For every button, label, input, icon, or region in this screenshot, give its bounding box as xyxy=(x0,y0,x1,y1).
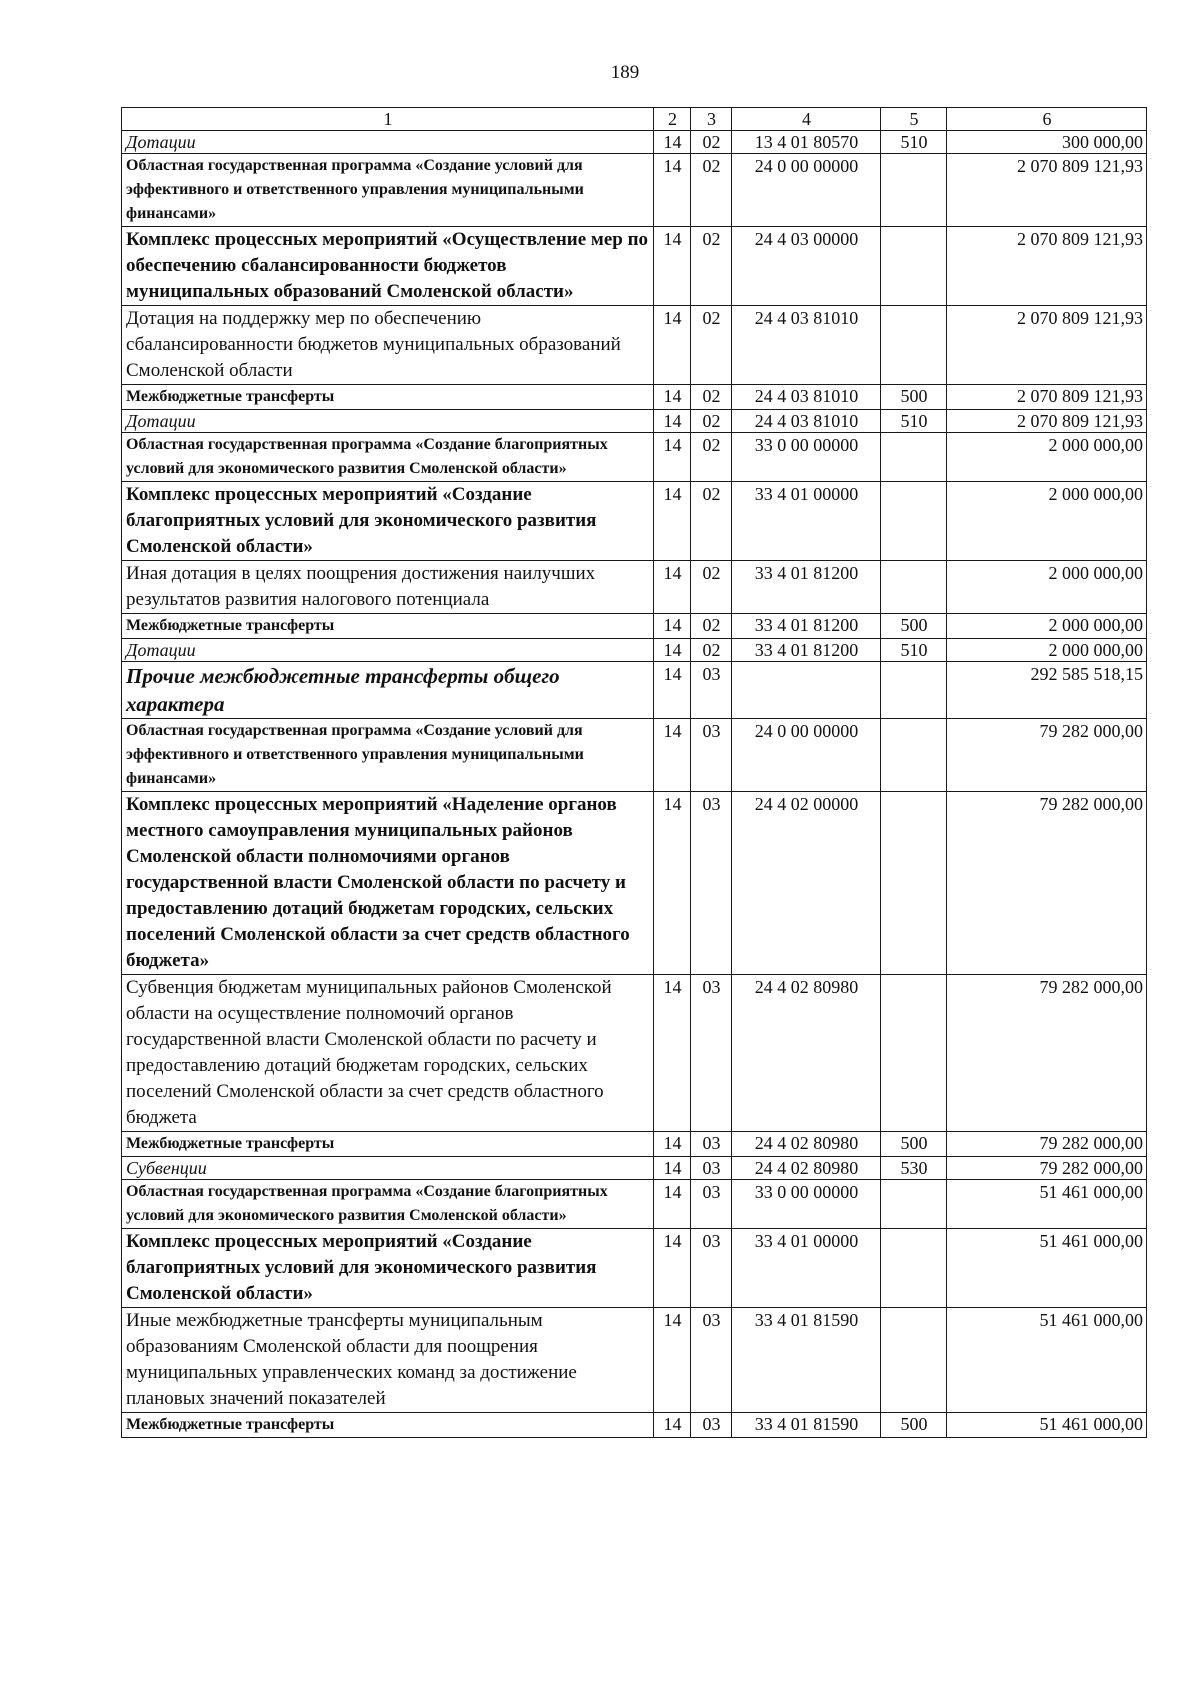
expense-type-cell: 510 xyxy=(881,131,947,154)
row-name-cell: Дотации xyxy=(122,131,654,154)
expense-type-cell: 500 xyxy=(881,385,947,410)
expense-type-cell xyxy=(881,433,947,482)
header-cell: 4 xyxy=(732,108,881,131)
row-name-cell: Межбюджетные трансферты xyxy=(122,1413,654,1438)
expense-type-cell: 510 xyxy=(881,410,947,433)
target-article-cell: 24 4 03 81010 xyxy=(732,385,881,410)
table-row xyxy=(122,306,1147,385)
row-name-cell: Дотации xyxy=(122,639,654,662)
section-code-cell: 14 xyxy=(654,719,691,792)
table-row xyxy=(122,614,1147,639)
section-code-cell: 14 xyxy=(654,154,691,227)
target-article-cell: 33 0 00 00000 xyxy=(732,1180,881,1229)
amount-cell: 300 000,00 xyxy=(947,131,1147,154)
subsection-code-cell: 03 xyxy=(691,975,732,1132)
header-cell: 3 xyxy=(691,108,732,131)
row-name-cell: Комплекс процессных мероприятий «Осуществление мер по обеспечению сбалансированности бюджетов муниципальных образований Смоленской области» xyxy=(122,227,654,306)
section-code-cell: 14 xyxy=(654,614,691,639)
amount-cell: 292 585 518,15 xyxy=(947,662,1147,719)
subsection-code-cell: 03 xyxy=(691,1132,732,1157)
section-code-cell: 14 xyxy=(654,1157,691,1180)
target-article-cell xyxy=(732,662,881,719)
target-article-cell: 33 4 01 00000 xyxy=(732,1229,881,1308)
header-cell: 6 xyxy=(947,108,1147,131)
section-code-cell: 14 xyxy=(654,662,691,719)
amount-cell: 2 000 000,00 xyxy=(947,561,1147,614)
subsection-code-cell: 02 xyxy=(691,410,732,433)
subsection-code-cell: 03 xyxy=(691,719,732,792)
target-article-cell: 24 0 00 00000 xyxy=(732,719,881,792)
expense-type-cell xyxy=(881,1229,947,1308)
expense-type-cell xyxy=(881,975,947,1132)
subsection-code-cell: 03 xyxy=(691,1180,732,1229)
row-name-cell: Дотации xyxy=(122,410,654,433)
expense-type-cell xyxy=(881,227,947,306)
table-row xyxy=(122,154,1147,227)
row-name-cell: Иная дотация в целях поощрения достижения наилучших результатов развития налогового потенциала xyxy=(122,561,654,614)
target-article-cell: 33 4 01 81200 xyxy=(732,561,881,614)
subsection-code-cell: 03 xyxy=(691,1413,732,1438)
amount-cell: 2 070 809 121,93 xyxy=(947,154,1147,227)
row-name-cell: Межбюджетные трансферты xyxy=(122,385,654,410)
expense-type-cell: 500 xyxy=(881,1413,947,1438)
expense-type-cell xyxy=(881,792,947,975)
table-row xyxy=(122,639,1147,662)
subsection-code-cell: 02 xyxy=(691,154,732,227)
target-article-cell: 33 0 00 00000 xyxy=(732,433,881,482)
header-row xyxy=(122,108,1147,131)
subsection-code-cell: 03 xyxy=(691,1229,732,1308)
target-article-cell: 24 4 03 81010 xyxy=(732,306,881,385)
section-code-cell: 14 xyxy=(654,433,691,482)
table-row xyxy=(122,131,1147,154)
table-row xyxy=(122,792,1147,975)
subsection-code-cell: 03 xyxy=(691,1157,732,1180)
section-code-cell: 14 xyxy=(654,482,691,561)
section-code-cell: 14 xyxy=(654,561,691,614)
subsection-code-cell: 03 xyxy=(691,792,732,975)
section-code-cell: 14 xyxy=(654,227,691,306)
table-row xyxy=(122,385,1147,410)
amount-cell: 51 461 000,00 xyxy=(947,1180,1147,1229)
row-name-cell: Комплекс процессных мероприятий «Создание благоприятных условий для экономического развития Смоленской области» xyxy=(122,482,654,561)
table-row xyxy=(122,1157,1147,1180)
section-code-cell: 14 xyxy=(654,792,691,975)
table-row xyxy=(122,1308,1147,1413)
target-article-cell: 24 4 03 81010 xyxy=(732,410,881,433)
row-name-cell: Комплекс процессных мероприятий «Наделение органов местного самоуправления муниципальных районов Смоленской области полномочиями органов государственной власти Смоленской области по расчету и предоставлению дотаций бюджетам городских, сельских поселений Смоленской области за счет средств областного бюджета» xyxy=(122,792,654,975)
expense-type-cell xyxy=(881,154,947,227)
amount-cell: 2 070 809 121,93 xyxy=(947,410,1147,433)
target-article-cell: 33 4 01 00000 xyxy=(732,482,881,561)
section-code-cell: 14 xyxy=(654,975,691,1132)
target-article-cell: 33 4 01 81200 xyxy=(732,639,881,662)
section-code-cell: 14 xyxy=(654,1308,691,1413)
table-row xyxy=(122,719,1147,792)
row-name-cell: Межбюджетные трансферты xyxy=(122,1132,654,1157)
amount-cell: 51 461 000,00 xyxy=(947,1229,1147,1308)
expense-type-cell xyxy=(881,662,947,719)
amount-cell: 2 000 000,00 xyxy=(947,482,1147,561)
expense-type-cell xyxy=(881,1180,947,1229)
table-body xyxy=(122,108,1147,1438)
subsection-code-cell: 02 xyxy=(691,614,732,639)
target-article-cell: 24 0 00 00000 xyxy=(732,154,881,227)
section-code-cell: 14 xyxy=(654,1413,691,1438)
row-name-cell: Областная государственная программа «Создание условий для эффективного и ответственного управления муниципальными финансами» xyxy=(122,154,654,227)
section-code-cell: 14 xyxy=(654,410,691,433)
section-code-cell: 14 xyxy=(654,1132,691,1157)
row-name-cell: Прочие межбюджетные трансферты общего характера xyxy=(122,662,654,719)
target-article-cell: 33 4 01 81200 xyxy=(732,614,881,639)
expense-type-cell: 530 xyxy=(881,1157,947,1180)
budget-table xyxy=(121,107,1147,1438)
amount-cell: 51 461 000,00 xyxy=(947,1308,1147,1413)
page-number: 189 xyxy=(610,62,640,83)
budget-table-container xyxy=(121,107,1147,1438)
target-article-cell: 24 4 02 80980 xyxy=(732,975,881,1132)
table-row xyxy=(122,433,1147,482)
row-name-cell: Областная государственная программа «Создание благоприятных условий для экономического развития Смоленской области» xyxy=(122,1180,654,1229)
row-name-cell: Областная государственная программа «Создание благоприятных условий для экономического развития Смоленской области» xyxy=(122,433,654,482)
amount-cell: 79 282 000,00 xyxy=(947,975,1147,1132)
expense-type-cell xyxy=(881,561,947,614)
header-cell: 1 xyxy=(122,108,654,131)
subsection-code-cell: 03 xyxy=(691,662,732,719)
amount-cell: 51 461 000,00 xyxy=(947,1413,1147,1438)
subsection-code-cell: 03 xyxy=(691,1308,732,1413)
target-article-cell: 24 4 02 00000 xyxy=(732,792,881,975)
expense-type-cell xyxy=(881,1308,947,1413)
subsection-code-cell: 02 xyxy=(691,482,732,561)
header-cell: 2 xyxy=(654,108,691,131)
target-article-cell: 33 4 01 81590 xyxy=(732,1413,881,1438)
expense-type-cell xyxy=(881,482,947,561)
amount-cell: 79 282 000,00 xyxy=(947,1157,1147,1180)
amount-cell: 2 000 000,00 xyxy=(947,639,1147,662)
target-article-cell: 13 4 01 80570 xyxy=(732,131,881,154)
amount-cell: 79 282 000,00 xyxy=(947,792,1147,975)
subsection-code-cell: 02 xyxy=(691,433,732,482)
target-article-cell: 24 4 02 80980 xyxy=(732,1157,881,1180)
header-cell: 5 xyxy=(881,108,947,131)
amount-cell: 2 070 809 121,93 xyxy=(947,306,1147,385)
subsection-code-cell: 02 xyxy=(691,561,732,614)
table-row xyxy=(122,975,1147,1132)
table-row xyxy=(122,1180,1147,1229)
table-row xyxy=(122,227,1147,306)
row-name-cell: Субвенции xyxy=(122,1157,654,1180)
section-code-cell: 14 xyxy=(654,385,691,410)
subsection-code-cell: 02 xyxy=(691,131,732,154)
expense-type-cell xyxy=(881,719,947,792)
row-name-cell: Межбюджетные трансферты xyxy=(122,614,654,639)
subsection-code-cell: 02 xyxy=(691,385,732,410)
table-row xyxy=(122,662,1147,719)
subsection-code-cell: 02 xyxy=(691,306,732,385)
table-row xyxy=(122,1229,1147,1308)
table-row xyxy=(122,410,1147,433)
expense-type-cell: 500 xyxy=(881,614,947,639)
section-code-cell: 14 xyxy=(654,306,691,385)
table-row xyxy=(122,561,1147,614)
row-name-cell: Субвенция бюджетам муниципальных районов Смоленской области на осуществление полномочий органов государственной власти Смоленской области по расчету и предоставлению дотаций бюджетам городских, сельских поселений Смоленской области за счет средств областного бюджета xyxy=(122,975,654,1132)
row-name-cell: Областная государственная программа «Создание условий для эффективного и ответственного управления муниципальными финансами» xyxy=(122,719,654,792)
target-article-cell: 24 4 02 80980 xyxy=(732,1132,881,1157)
row-name-cell: Иные межбюджетные трансферты муниципальным образованиям Смоленской области для поощрения муниципальных управленческих команд за достижение плановых значений показателей xyxy=(122,1308,654,1413)
amount-cell: 2 070 809 121,93 xyxy=(947,227,1147,306)
expense-type-cell: 510 xyxy=(881,639,947,662)
amount-cell: 79 282 000,00 xyxy=(947,719,1147,792)
section-code-cell: 14 xyxy=(654,639,691,662)
subsection-code-cell: 02 xyxy=(691,227,732,306)
row-name-cell: Дотация на поддержку мер по обеспечению сбалансированности бюджетов муниципальных образований Смоленской области xyxy=(122,306,654,385)
table-row xyxy=(122,1132,1147,1157)
table-row xyxy=(122,482,1147,561)
section-code-cell: 14 xyxy=(654,131,691,154)
table-row xyxy=(122,1413,1147,1438)
section-code-cell: 14 xyxy=(654,1180,691,1229)
amount-cell: 2 000 000,00 xyxy=(947,614,1147,639)
amount-cell: 2 000 000,00 xyxy=(947,433,1147,482)
target-article-cell: 33 4 01 81590 xyxy=(732,1308,881,1413)
target-article-cell: 24 4 03 00000 xyxy=(732,227,881,306)
section-code-cell: 14 xyxy=(654,1229,691,1308)
row-name-cell: Комплекс процессных мероприятий «Создание благоприятных условий для экономического развития Смоленской области» xyxy=(122,1229,654,1308)
subsection-code-cell: 02 xyxy=(691,639,732,662)
amount-cell: 79 282 000,00 xyxy=(947,1132,1147,1157)
expense-type-cell: 500 xyxy=(881,1132,947,1157)
amount-cell: 2 070 809 121,93 xyxy=(947,385,1147,410)
expense-type-cell xyxy=(881,306,947,385)
